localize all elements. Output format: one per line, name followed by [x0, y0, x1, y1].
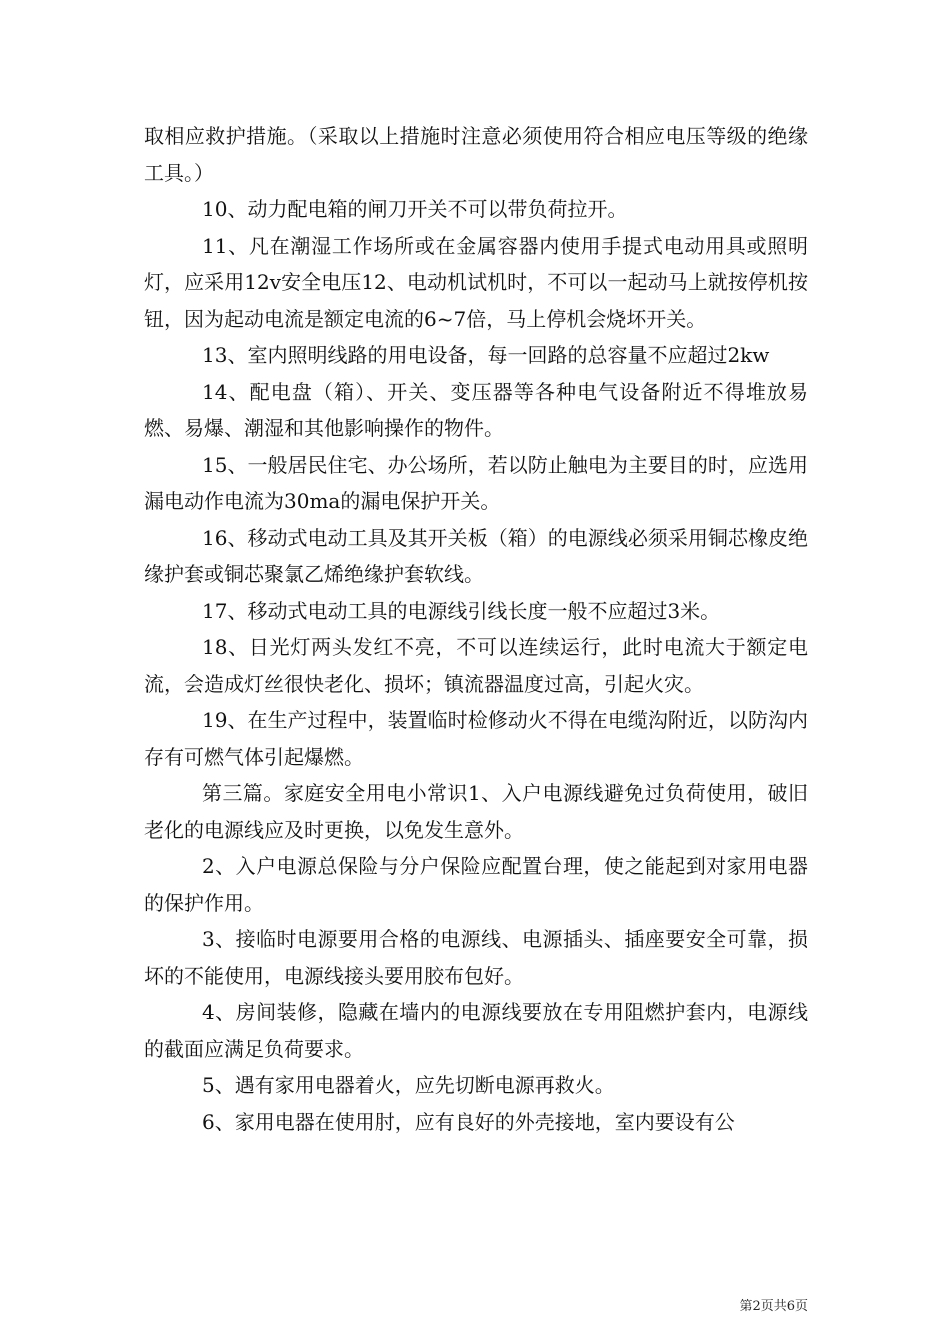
- paragraph-home-item-6: 6、家用电器在使用肘，应有良好的外壳接地，室内要设有公: [202, 1109, 735, 1134]
- page-number: 第2页共6页: [739, 1299, 808, 1314]
- paragraph-item-10: 10、动力配电箱的闸刀开关不可以带负荷拉开。: [202, 197, 628, 221]
- paragraph-home-item-5: 5、遇有家用电器着火，应先切断电源再救火。: [202, 1073, 615, 1097]
- paragraph-item-13: 13、室内照明线路的用电设备，每一回路的总容量不应超过2kw: [202, 343, 770, 367]
- paragraph-home-item-4: 4、房间装修，隐藏在墙内的电源线要放在专用阻燃护套内，电源线的截面应满足负荷要求。: [144, 1000, 808, 1061]
- paragraph-item-14: 14、配电盘（箱）、开关、变压器等各种电气设备附近不得堆放易燃、易爆、潮湿和其他影响操作的物件。: [144, 379, 808, 440]
- paragraph-item-19: 19、在生产过程中，装置临时检修动火不得在电缆沟附近，以防沟内存有可燃气体引起爆燃。: [144, 708, 808, 769]
- paragraph-item-16: 16、移动式电动工具及其开关板（箱）的电源线必须采用铜芯橡皮绝缘护套或铜芯聚氯乙烯绝缘护套软线。: [144, 525, 808, 586]
- paragraph-home-item-2: 2、入户电源总保险与分户保险应配置台理，使之能起到对家用电器的保护作用。: [144, 854, 808, 915]
- paragraph-section-three: 第三篇。家庭安全用电小常识1、入户电源线避免过负荷使用，破旧老化的电源线应及时更换，以免发生意外。: [144, 781, 808, 842]
- paragraph-item-15: 15、一般居民住宅、办公场所，若以防止触电为主要目的时，应选用漏电动作电流为30ma的漏电保护开关。: [144, 452, 808, 513]
- paragraph-item-17: 17、移动式电动工具的电源线引线长度一般不应超过3米。: [202, 598, 721, 623]
- paragraph-item-11-12: 11、凡在潮湿工作场所或在金属容器内使用手提式电动用具或照明灯，应采用12v安全电压12、电动机试机时，不可以一起动马上就按停机按钮，因为起动电流是额定电流的6~7倍，马上停机会烧坏开关。: [144, 233, 808, 331]
- paragraph-home-item-3: 3、接临时电源要用合格的电源线、电源插头、插座要安全可靠，损坏的不能使用，电源线接头要用胶布包好。: [144, 927, 808, 988]
- paragraph-item-18: 18、日光灯两头发红不亮，不可以连续运行，此时电流大于额定电流，会造成灯丝很快老化、损坏；镇流器温度过高，引起火灾。: [144, 635, 808, 696]
- document-body: [144, 118, 808, 1140]
- paragraph-continuation: 取相应救护措施。（采取以上措施时注意必须使用符合相应电压等级的绝缘工具。）: [144, 124, 808, 185]
